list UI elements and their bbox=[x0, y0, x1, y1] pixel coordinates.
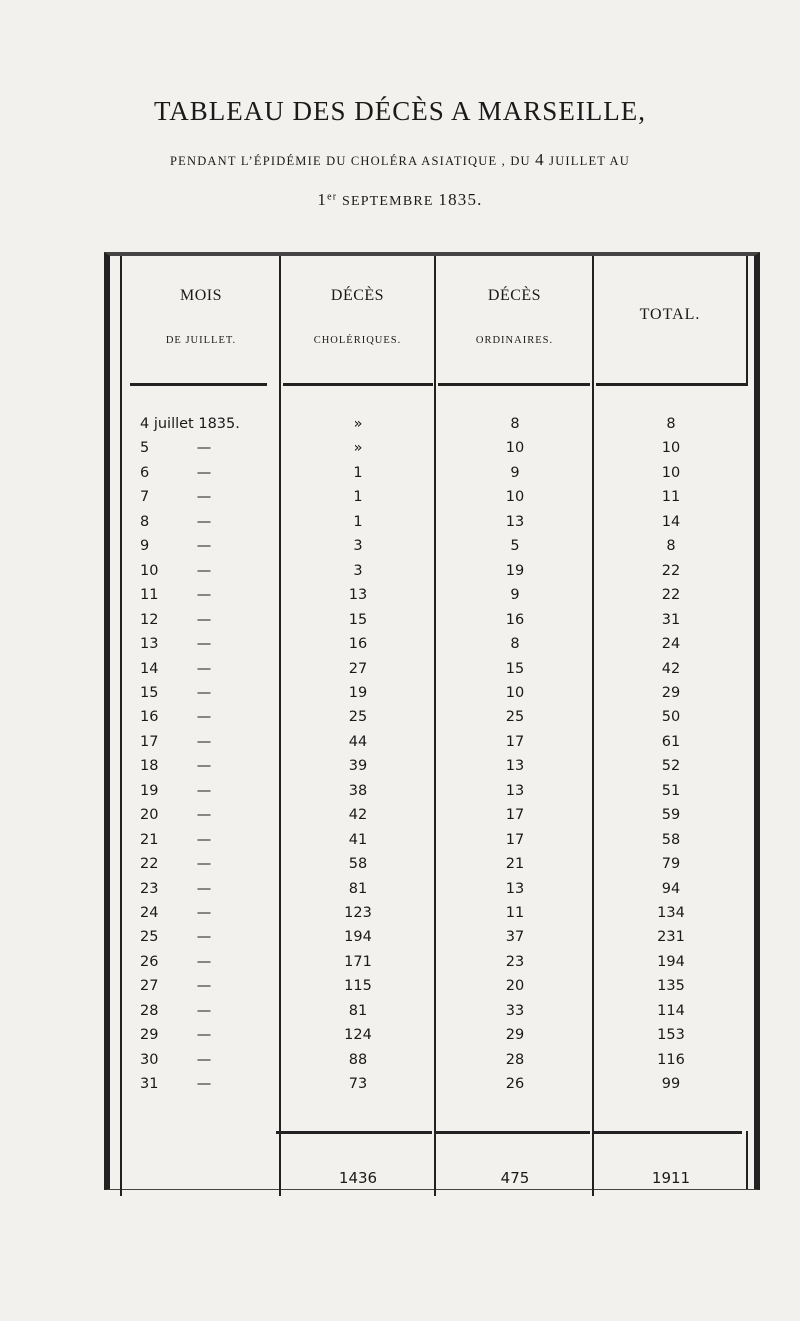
column-divider bbox=[746, 256, 748, 386]
cell-ditto: — bbox=[196, 1051, 212, 1068]
subtitle-suffix: JUILLET AU bbox=[549, 154, 631, 168]
cell-ordinary-deaths: 23 bbox=[505, 953, 525, 970]
cell-total-deaths: 116 bbox=[657, 1051, 685, 1068]
cell-cholera-deaths: 115 bbox=[344, 978, 372, 995]
cell-ordinary-deaths: 8 bbox=[510, 636, 520, 653]
cell-ordinary-deaths: 13 bbox=[505, 880, 525, 897]
table-row bbox=[0, 608, 800, 632]
cell-ordinary-deaths: 29 bbox=[505, 1027, 525, 1044]
table-row bbox=[0, 974, 800, 998]
cell-ditto: — bbox=[196, 1027, 212, 1044]
table-row bbox=[0, 559, 800, 583]
cell-cholera-deaths: » bbox=[353, 440, 363, 457]
subtitle-prefix: PENDANT L’ÉPIDÉMIE DU CHOLÉRA ASIATIQUE , DU bbox=[169, 154, 531, 168]
subtitle-year: 1835. bbox=[438, 190, 483, 209]
cell-cholera-deaths: 15 bbox=[348, 611, 368, 628]
cell-total-deaths: 61 bbox=[661, 733, 681, 750]
cell-ditto: — bbox=[196, 929, 212, 946]
cell-ditto: — bbox=[196, 562, 212, 579]
page-title: TABLEAU DES DÉCÈS A MARSEILLE, bbox=[153, 96, 647, 126]
cell-cholera-deaths: 3 bbox=[353, 538, 363, 555]
cell-ditto: — bbox=[196, 807, 212, 824]
total-rule bbox=[276, 1131, 432, 1134]
cell-ordinary-deaths: 9 bbox=[510, 464, 520, 481]
cell-date: 6 bbox=[140, 464, 150, 481]
cell-ditto: — bbox=[196, 905, 212, 921]
cell-cholera-deaths: 44 bbox=[348, 733, 368, 750]
header-rule bbox=[130, 383, 267, 386]
table-row bbox=[0, 657, 800, 681]
cell-date: 18 bbox=[140, 758, 159, 775]
cell-ditto: — bbox=[196, 464, 212, 481]
cell-date: 19 bbox=[140, 782, 159, 799]
cell-ditto: — bbox=[196, 660, 212, 677]
table-row bbox=[0, 828, 800, 852]
table-row bbox=[0, 1048, 800, 1072]
table-row bbox=[0, 730, 800, 754]
table-row bbox=[0, 901, 800, 925]
cell-total-deaths: 31 bbox=[661, 611, 681, 628]
cell-ordinary-deaths: 17 bbox=[505, 733, 525, 750]
cell-ordinary-deaths: 16 bbox=[505, 611, 525, 628]
header-total bbox=[594, 306, 746, 324]
cell-ditto: — bbox=[196, 978, 212, 995]
cell-ditto: — bbox=[196, 880, 212, 897]
table-row bbox=[0, 412, 800, 436]
total-rule bbox=[594, 1131, 742, 1134]
cell-cholera-deaths: » bbox=[353, 416, 363, 432]
cell-ordinary-deaths: 33 bbox=[505, 1002, 525, 1019]
cell-cholera-deaths: 88 bbox=[348, 1051, 368, 1068]
header-rule bbox=[438, 383, 590, 386]
cell-cholera-deaths: 1 bbox=[353, 513, 363, 530]
cell-ordinary-deaths: 13 bbox=[505, 782, 525, 799]
cell-ditto: — bbox=[196, 782, 212, 799]
cell-ordinary-deaths: 25 bbox=[505, 709, 525, 726]
cell-ordinary-deaths: 19 bbox=[505, 562, 525, 579]
cell-total-deaths: 194 bbox=[657, 953, 685, 970]
cell-cholera-deaths: 42 bbox=[348, 807, 368, 824]
cell-date: 28 bbox=[140, 1002, 159, 1019]
cell-total-deaths: 114 bbox=[657, 1002, 685, 1019]
cell-ordinary-deaths: 15 bbox=[505, 660, 525, 677]
cell-total-deaths: 24 bbox=[661, 636, 681, 653]
cell-date: 30 bbox=[140, 1051, 159, 1068]
cell-total-deaths: 153 bbox=[657, 1027, 685, 1044]
cell-total-deaths: 51 bbox=[661, 782, 681, 799]
cell-date: 29 bbox=[140, 1027, 159, 1044]
cell-ditto: — bbox=[196, 709, 212, 726]
cell-date: 17 bbox=[140, 733, 159, 750]
cell-ordinary-deaths: 17 bbox=[505, 831, 525, 848]
cell-total-deaths: 52 bbox=[661, 758, 681, 775]
cell-date: 13 bbox=[140, 636, 159, 653]
cell-ordinary-deaths: 11 bbox=[505, 905, 525, 921]
cell-total-deaths: 99 bbox=[661, 1076, 681, 1093]
table-row bbox=[0, 461, 800, 485]
table-row bbox=[0, 852, 800, 876]
total-all: 1911 bbox=[651, 1169, 691, 1187]
total-ordinary: 475 bbox=[500, 1169, 530, 1187]
cell-cholera-deaths: 123 bbox=[344, 905, 372, 921]
cell-cholera-deaths: 13 bbox=[348, 587, 368, 604]
cell-cholera-deaths: 81 bbox=[348, 880, 368, 897]
table-row bbox=[0, 681, 800, 705]
cell-ordinary-deaths: 8 bbox=[510, 416, 520, 432]
cell-total-deaths: 29 bbox=[661, 684, 681, 701]
cell-total-deaths: 134 bbox=[657, 905, 685, 921]
cell-date: 15 bbox=[140, 684, 159, 701]
table-row bbox=[0, 510, 800, 534]
table-row bbox=[0, 1072, 800, 1096]
cell-ordinary-deaths: 5 bbox=[510, 538, 520, 555]
cell-cholera-deaths: 124 bbox=[344, 1027, 372, 1044]
cell-date: 9 bbox=[140, 538, 150, 555]
cell-ordinary-deaths: 28 bbox=[505, 1051, 525, 1068]
header-cholera-top: DÉCÈS bbox=[330, 287, 385, 304]
cell-ordinary-deaths: 37 bbox=[505, 929, 525, 946]
cell-total-deaths: 50 bbox=[661, 709, 681, 726]
cell-date: 10 bbox=[140, 562, 159, 579]
table-row bbox=[0, 925, 800, 949]
cell-total-deaths: 8 bbox=[666, 416, 676, 432]
cell-cholera-deaths: 3 bbox=[353, 562, 363, 579]
cell-date: 7 bbox=[140, 489, 150, 506]
cell-cholera-deaths: 38 bbox=[348, 782, 368, 799]
cell-ditto: — bbox=[196, 636, 212, 653]
cell-ditto: — bbox=[196, 831, 212, 848]
table-row bbox=[0, 436, 800, 460]
cell-total-deaths: 11 bbox=[661, 489, 681, 506]
cell-ditto: — bbox=[196, 1076, 212, 1093]
cell-date: 23 bbox=[140, 880, 159, 897]
cell-cholera-deaths: 25 bbox=[348, 709, 368, 726]
cell-date: 24 bbox=[140, 905, 159, 921]
cell-cholera-deaths: 41 bbox=[348, 831, 368, 848]
header-mois-bottom: DE JUILLET. bbox=[165, 335, 237, 346]
cell-date: 4 juillet 1835. bbox=[140, 416, 240, 432]
table-row bbox=[0, 877, 800, 901]
cell-total-deaths: 22 bbox=[661, 562, 681, 579]
subtitle-month: SEPTEMBRE bbox=[341, 194, 434, 209]
cell-cholera-deaths: 1 bbox=[353, 489, 363, 506]
cell-total-deaths: 22 bbox=[661, 587, 681, 604]
cell-total-deaths: 10 bbox=[661, 440, 681, 457]
cell-ditto: — bbox=[196, 684, 212, 701]
total-rule bbox=[436, 1131, 590, 1134]
cell-ordinary-deaths: 13 bbox=[505, 513, 525, 530]
table-row bbox=[0, 485, 800, 509]
cell-cholera-deaths: 1 bbox=[353, 464, 363, 481]
subtitle-end-day: 1 bbox=[317, 190, 328, 209]
cell-ditto: — bbox=[196, 953, 212, 970]
cell-ordinary-deaths: 17 bbox=[505, 807, 525, 824]
cell-ordinary-deaths: 10 bbox=[505, 489, 525, 506]
table-row bbox=[0, 583, 800, 607]
cell-cholera-deaths: 19 bbox=[348, 684, 368, 701]
cell-ditto: — bbox=[196, 611, 212, 628]
cell-total-deaths: 58 bbox=[661, 831, 681, 848]
header-cholera bbox=[280, 287, 435, 346]
cell-total-deaths: 135 bbox=[657, 978, 685, 995]
header-mois bbox=[122, 287, 280, 346]
subtitle-start-day: 4 bbox=[535, 150, 545, 169]
header-cholera-bottom: CHOLÉRIQUES. bbox=[313, 335, 402, 346]
cell-total-deaths: 10 bbox=[661, 464, 681, 481]
cell-ditto: — bbox=[196, 758, 212, 775]
cell-ordinary-deaths: 10 bbox=[505, 684, 525, 701]
cell-cholera-deaths: 27 bbox=[348, 660, 368, 677]
cell-cholera-deaths: 81 bbox=[348, 1002, 368, 1019]
cell-date: 5 bbox=[140, 440, 150, 457]
cell-total-deaths: 14 bbox=[661, 513, 681, 530]
table-row bbox=[0, 1023, 800, 1047]
subtitle-line-2 bbox=[0, 190, 800, 210]
cell-ditto: — bbox=[196, 440, 212, 457]
cell-cholera-deaths: 39 bbox=[348, 758, 368, 775]
cell-date: 26 bbox=[140, 953, 159, 970]
cell-date: 11 bbox=[140, 587, 159, 604]
header-total-label: TOTAL. bbox=[639, 306, 701, 323]
table-row bbox=[0, 779, 800, 803]
cell-ditto: — bbox=[196, 1002, 212, 1019]
cell-ditto: — bbox=[196, 513, 212, 530]
cell-ordinary-deaths: 20 bbox=[505, 978, 525, 995]
header-mois-top: MOIS bbox=[179, 287, 222, 304]
cell-ditto: — bbox=[196, 587, 212, 604]
cell-date: 14 bbox=[140, 660, 159, 677]
cell-total-deaths: 8 bbox=[666, 538, 676, 555]
header-ordinary bbox=[436, 287, 593, 346]
cell-ditto: — bbox=[196, 733, 212, 750]
header-rule bbox=[283, 383, 433, 386]
cell-ditto: — bbox=[196, 489, 212, 506]
cell-ordinary-deaths: 9 bbox=[510, 587, 520, 604]
header-ordinary-top: DÉCÈS bbox=[487, 287, 542, 304]
table-row bbox=[0, 534, 800, 558]
cell-total-deaths: 94 bbox=[661, 880, 681, 897]
subtitle-line-1 bbox=[0, 150, 800, 170]
cell-cholera-deaths: 194 bbox=[344, 929, 372, 946]
total-cholera: 1436 bbox=[338, 1169, 378, 1187]
cell-date: 16 bbox=[140, 709, 159, 726]
cell-cholera-deaths: 16 bbox=[348, 636, 368, 653]
cell-ditto: — bbox=[196, 538, 212, 555]
cell-ditto: — bbox=[196, 856, 212, 873]
cell-total-deaths: 231 bbox=[657, 929, 685, 946]
cell-ordinary-deaths: 26 bbox=[505, 1076, 525, 1093]
cell-ordinary-deaths: 13 bbox=[505, 758, 525, 775]
table-row bbox=[0, 803, 800, 827]
cell-date: 22 bbox=[140, 856, 159, 873]
subtitle-end-day-sup: er bbox=[327, 191, 338, 203]
cell-ordinary-deaths: 21 bbox=[505, 856, 525, 873]
header-rule bbox=[596, 383, 746, 386]
cell-cholera-deaths: 58 bbox=[348, 856, 368, 873]
cell-cholera-deaths: 171 bbox=[344, 953, 372, 970]
table-row bbox=[0, 754, 800, 778]
header-ordinary-bottom: ORDINAIRES. bbox=[475, 335, 554, 346]
cell-date: 25 bbox=[140, 929, 159, 946]
table-row bbox=[0, 632, 800, 656]
cell-total-deaths: 59 bbox=[661, 807, 681, 824]
cell-date: 21 bbox=[140, 831, 159, 848]
table-row bbox=[0, 705, 800, 729]
cell-ordinary-deaths: 10 bbox=[505, 440, 525, 457]
cell-date: 8 bbox=[140, 513, 150, 530]
table-row bbox=[0, 999, 800, 1023]
cell-date: 12 bbox=[140, 611, 159, 628]
cell-total-deaths: 42 bbox=[661, 660, 681, 677]
cell-date: 20 bbox=[140, 807, 159, 824]
cell-date: 27 bbox=[140, 978, 159, 995]
table-row bbox=[0, 950, 800, 974]
cell-date: 31 bbox=[140, 1076, 159, 1093]
cell-cholera-deaths: 73 bbox=[348, 1076, 368, 1093]
cell-total-deaths: 79 bbox=[661, 856, 681, 873]
